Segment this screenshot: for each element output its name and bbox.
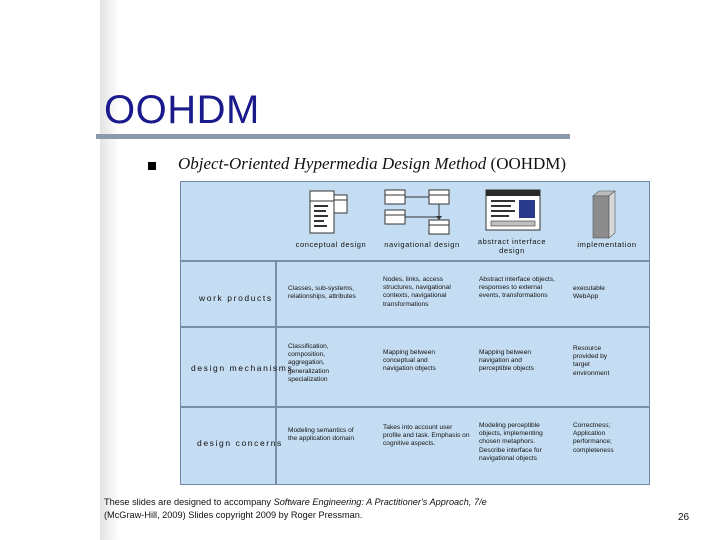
cell-mechanisms-navigational: Mapping between conceptual and navigation objects bbox=[383, 349, 436, 373]
server-icon bbox=[589, 190, 617, 240]
cell-concerns-interface: Modeling perceptible objects, implementing chosen metaphors. Describe interface for navigational objects bbox=[479, 422, 543, 462]
slide-title: OOHDM bbox=[104, 88, 260, 132]
slide-footer bbox=[104, 496, 487, 522]
footer-prefix: These slides are designed to accompany bbox=[104, 497, 274, 507]
cell-mechanisms-conceptual: Classification, composition, aggregation, generalization specialization bbox=[288, 343, 330, 383]
interface-window-icon bbox=[485, 189, 543, 235]
column-header-conceptual-design: conceptual design bbox=[295, 240, 367, 249]
title-underline bbox=[96, 134, 570, 139]
cell-work-products-implementation: executable WebApp bbox=[573, 285, 605, 301]
row-label-work-products: work products bbox=[199, 293, 273, 303]
subtitle-italic: Object-Oriented Hypermedia Design Method bbox=[178, 154, 487, 173]
subtitle-plain: (OOHDM) bbox=[486, 154, 567, 173]
oohdm-diagram bbox=[180, 181, 650, 485]
grid-line-row2 bbox=[181, 406, 649, 408]
cell-concerns-conceptual: Modeling semantics of the application domain bbox=[288, 427, 354, 443]
bullet-square-icon bbox=[148, 162, 156, 170]
footer-book-title: Software Engineering: A Practitioner's Approach, 7/e bbox=[273, 497, 487, 507]
column-header-abstract-interface-design: abstract interface design bbox=[477, 237, 547, 255]
cell-work-products-conceptual: Classes, sub-systems, relationships, attributes bbox=[288, 285, 356, 301]
navigation-diagram-icon bbox=[383, 188, 453, 236]
page-number: 26 bbox=[678, 512, 690, 523]
slide-subtitle bbox=[178, 154, 566, 174]
cell-concerns-implementation: Correctness; Application performance; completeness bbox=[573, 422, 614, 454]
row-label-design-mechanisms: design mechanisms bbox=[191, 363, 294, 373]
row-label-design-concerns: design concerns bbox=[197, 438, 283, 448]
grid-line-header bbox=[181, 260, 649, 262]
decorative-stripe bbox=[100, 0, 120, 540]
grid-line-row1 bbox=[181, 326, 649, 328]
footer-line-2: (McGraw-Hill, 2009) Slides copyright 2009 by Roger Pressman. bbox=[104, 510, 363, 520]
cell-mechanisms-interface: Mapping between navigation and perceptible objects bbox=[479, 349, 534, 373]
footer-line-1 bbox=[104, 496, 487, 509]
cell-concerns-navigational: Takes into account user profile and task. Emphasis on cognitive aspects. bbox=[383, 424, 470, 448]
class-diagram-icon bbox=[309, 190, 349, 236]
column-header-navigational-design: navigational design bbox=[384, 240, 460, 249]
column-header-implementation: implementation bbox=[577, 240, 637, 249]
cell-mechanisms-implementation: Resource provided by target environment bbox=[573, 345, 610, 377]
cell-work-products-interface: Abstract interface objects, responses to external events, transformations bbox=[479, 276, 555, 300]
cell-work-products-navigational: Nodes, links, access structures, navigational contexts, navigational transformations bbox=[383, 276, 451, 308]
